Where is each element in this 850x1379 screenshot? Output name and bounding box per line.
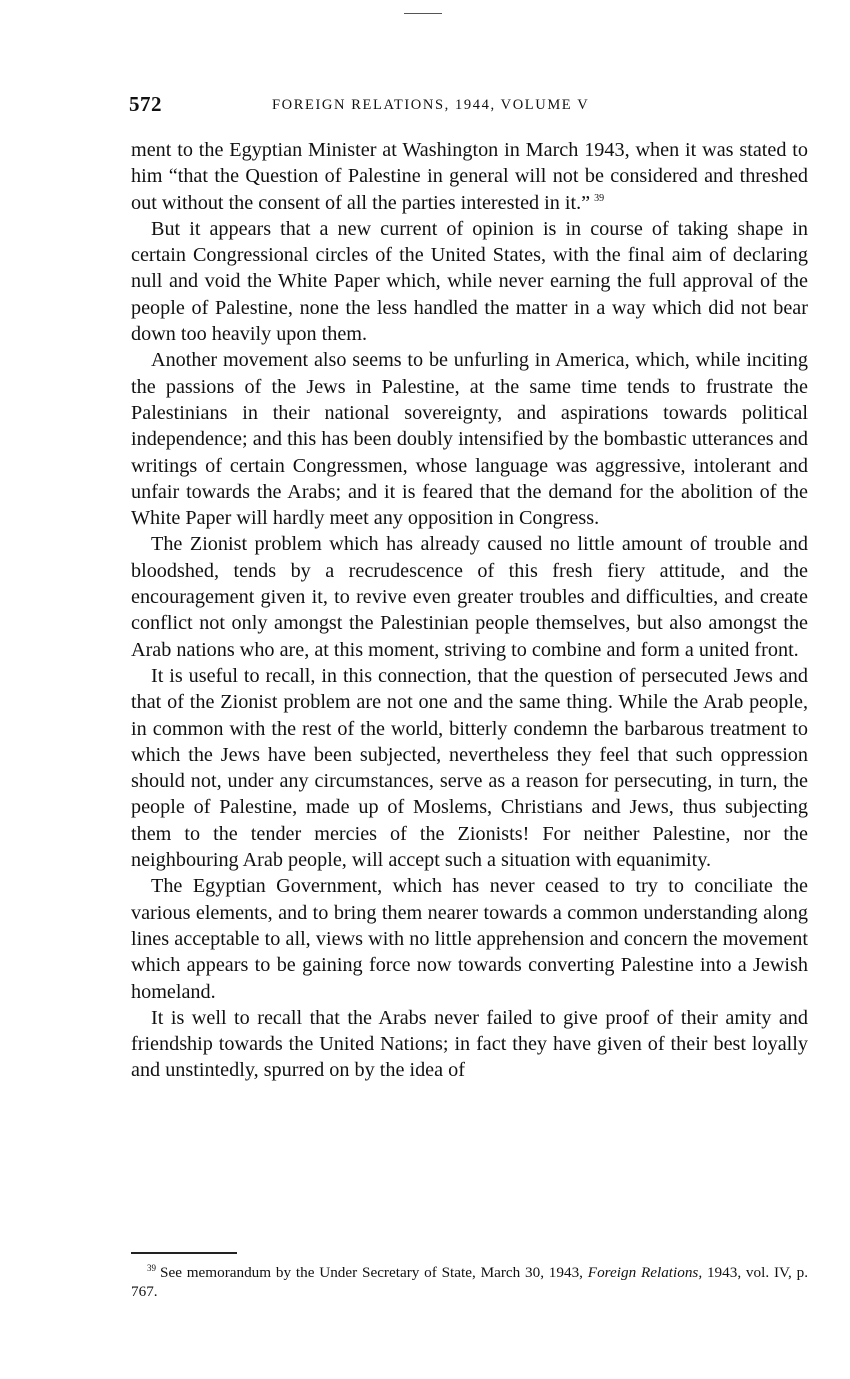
- body-text: [131, 137, 808, 1084]
- paragraph: It is well to recall that the Arabs never failed to give proof of their amity and friendship towards the United Nations; in fact they have given of their best loyally and unstintedly, spurred on by the idea of: [131, 1006, 808, 1082]
- paragraph: It is useful to recall, in this connection, that the question of persecuted Jews and that of the Zionist problem are not one and the same thing. While the Arab people, in common with the rest of the world, bitterly condemn the barbarous treatment to which the Jews have been subjected, nevertheless they feel that such oppression should not, under any circumstances, serve as a reason for persecuting, in turn, the people of Palestine, made up of Moslems, Christians and Jews, thus subjecting them to the tender mercies of the Zionists! For neither Palestine, nor the neighbouring Arab people, will accept such a situation with equanimity.: [131, 664, 808, 872]
- paragraph: Another movement also seems to be unfurling in America, which, while inciting the passions of the Jews in Palestine, at the same time tends to frustrate the Palestinians in their national sovereignty, and aspirations towards political independence; and this has been doubly intensified by the bombastic utterances and writings of certain Congressmen, whose language was aggressive, intolerant and unfair towards the Arabs; and it is feared that the demand for the abolition of the White Paper will hardly meet any opposition in Congress.: [131, 349, 808, 530]
- top-rule: [404, 13, 442, 14]
- paragraph: The Egyptian Government, which has never ceased to try to conciliate the various elements, and to bring them nearer towards a common understanding along lines acceptable to all, views with no little apprehension and concern the movement which appears to be gaining force now towards converting Palestine into a Jewish homeland.: [131, 875, 808, 1003]
- paragraph-text: ment to the Egyptian Minister at Washington in March 1943, when it was stated to him “that the Question of Palestine in general will not be considered and threshed out without the consent of all the parties interested in it.”: [131, 139, 808, 214]
- footnote-marker: 39: [147, 1263, 156, 1273]
- paragraph: The Zionist problem which has already caused no little amount of trouble and bloodshed, tends by a recrudescence of this fresh fiery attitude, and the encouragement given it, to revive even greater troubles and difficulties, and create conflict not only amongst the Palestinian people themselves, but also amongst the Arab nations who are, at this moment, striving to combine and form a united front.: [131, 533, 808, 661]
- footnote-text-after: 1943, vol. IV, p. 767.: [131, 1264, 808, 1300]
- footnote: [131, 1263, 808, 1301]
- footnote-rule: [131, 1252, 237, 1254]
- running-title: FOREIGN RELATIONS, 1944, VOLUME V: [272, 97, 590, 113]
- page-number: 572: [129, 92, 162, 116]
- paragraph: But it appears that a new current of opinion is in course of taking shape in certain Congressional circles of the United States, with the final aim of declaring null and void the White Paper which, while never earning the full approval of the people of Palestine, none the less handled the matter in a way which did not bear down too heavily upon them.: [131, 217, 808, 346]
- footnote-italic-title: Foreign Relations,: [587, 1264, 703, 1281]
- footnote-reference: 39: [594, 192, 605, 204]
- footnote-text-before: See memorandum by the Under Secretary of State, March 30, 1943,: [160, 1264, 583, 1281]
- paragraph-continuation: [131, 137, 808, 216]
- page-header: [129, 92, 809, 122]
